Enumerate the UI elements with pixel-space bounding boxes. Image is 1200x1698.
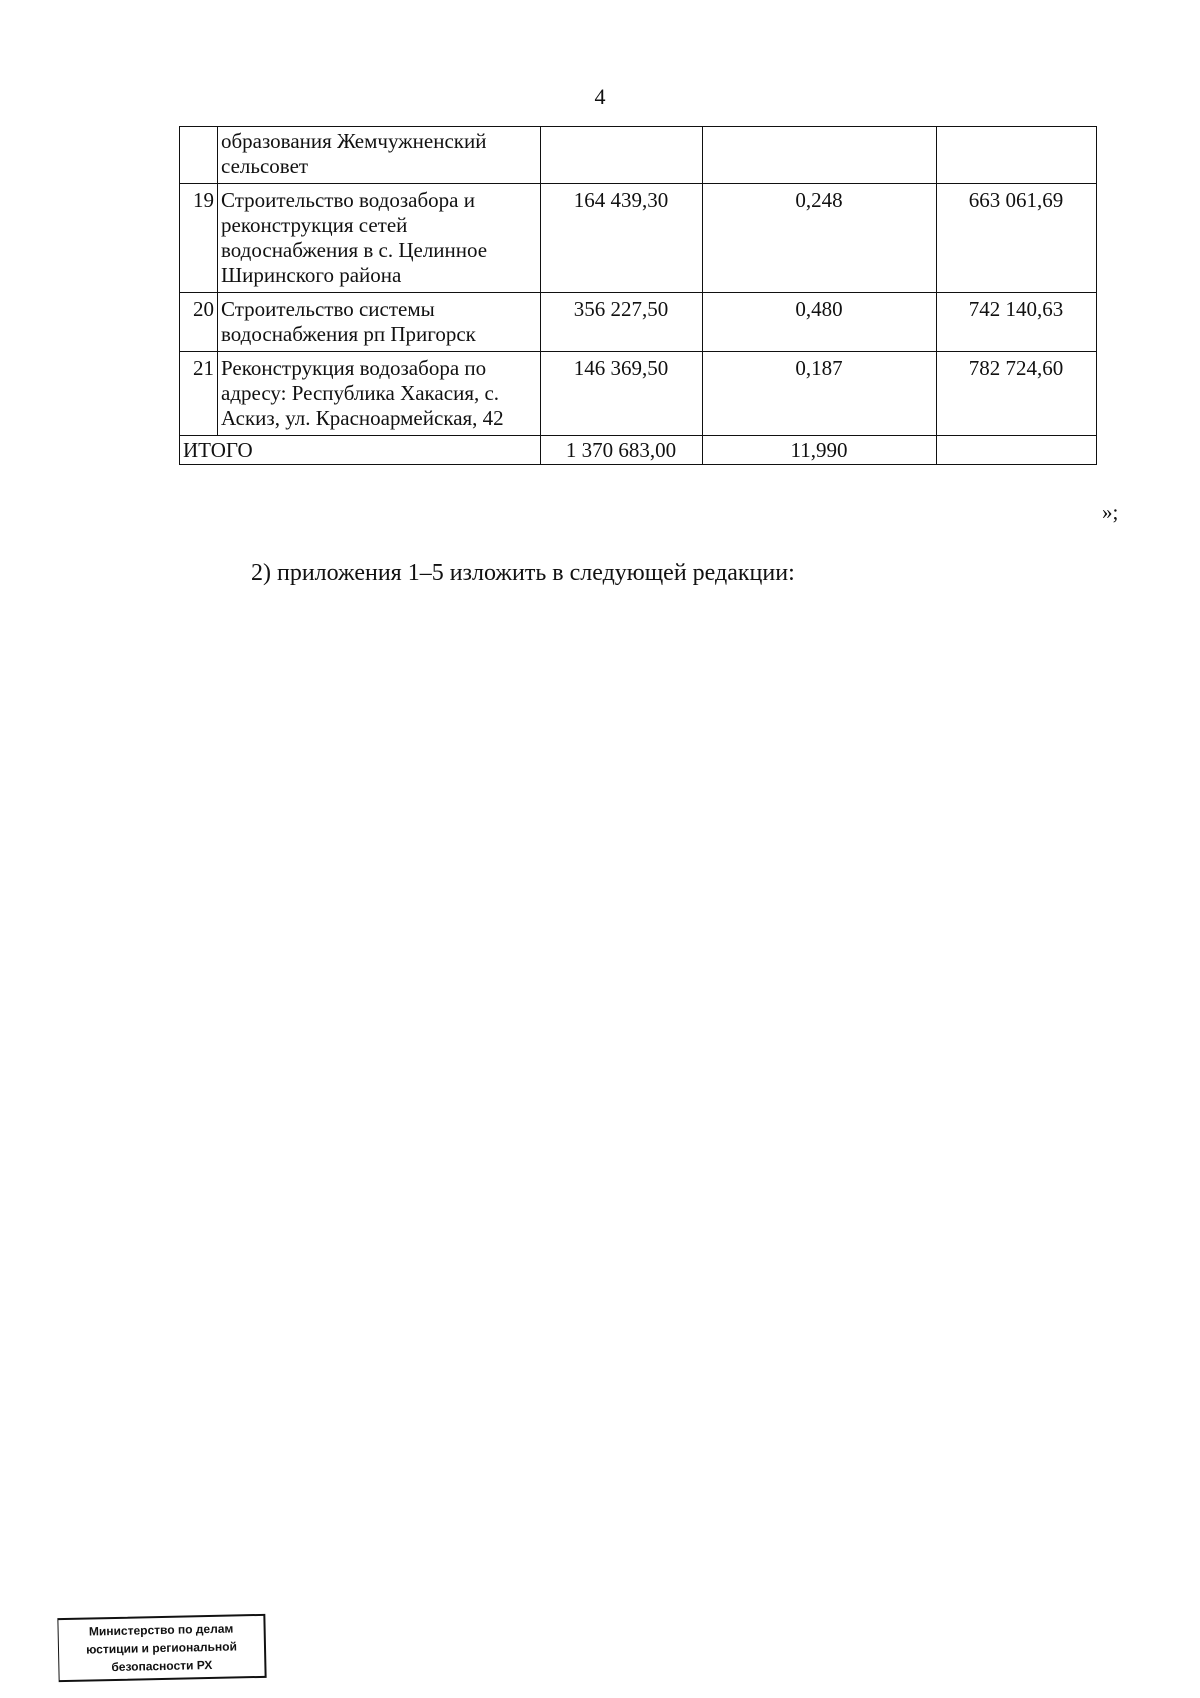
capacity-cell [703, 127, 937, 184]
closing-quote-mark: »; [1102, 500, 1119, 524]
total-cost-cell: 1 370 683,00 [541, 436, 703, 465]
stamp-line-3: безопасности РХ [111, 1657, 213, 1675]
stamp-line-1: Министерство по делам [88, 1621, 234, 1639]
total-unit-cost-cell [937, 436, 1097, 465]
unit-cost-cell: 742 140,63 [937, 293, 1097, 352]
registration-stamp [57, 1614, 266, 1682]
total-label-cell: ИТОГО [180, 436, 541, 465]
object-name-cell: Строительство системы водоснабжения рп Пригорск [218, 293, 541, 352]
table-row [180, 293, 1097, 352]
page-number: 4 [594, 84, 606, 109]
stamp-line-2: юстиции и региональной [85, 1639, 238, 1657]
row-number-cell: 19 [180, 184, 218, 293]
object-name-cell: образования Жемчужненский сельсовет [218, 127, 541, 184]
table-row [180, 184, 1097, 293]
table-row [180, 352, 1097, 436]
cost-cell: 146 369,50 [541, 352, 703, 436]
table-row-continuation [180, 127, 1097, 184]
capacity-cell: 0,248 [703, 184, 937, 293]
capacity-cell: 0,187 [703, 352, 937, 436]
object-name-cell: Строительство водозабора и реконструкция сетей водоснабжения в с. Целинное Ширинского района [218, 184, 541, 293]
cost-cell: 356 227,50 [541, 293, 703, 352]
total-capacity-cell: 11,990 [703, 436, 937, 465]
row-number-cell: 21 [180, 352, 218, 436]
unit-cost-cell: 663 061,69 [937, 184, 1097, 293]
capacity-cell: 0,480 [703, 293, 937, 352]
objects-table [179, 126, 1097, 465]
unit-cost-cell [937, 127, 1097, 184]
table-total-row [180, 436, 1097, 465]
amendment-paragraph: 2) приложения 1–5 изложить в следующей редакции: [251, 560, 795, 586]
row-number-cell [180, 127, 218, 184]
object-name-cell: Реконструкция водозабора по адресу: Республика Хакасия, с. Аскиз, ул. Красноармейская, 42 [218, 352, 541, 436]
cost-cell: 164 439,30 [541, 184, 703, 293]
row-number-cell: 20 [180, 293, 218, 352]
cost-cell [541, 127, 703, 184]
unit-cost-cell: 782 724,60 [937, 352, 1097, 436]
